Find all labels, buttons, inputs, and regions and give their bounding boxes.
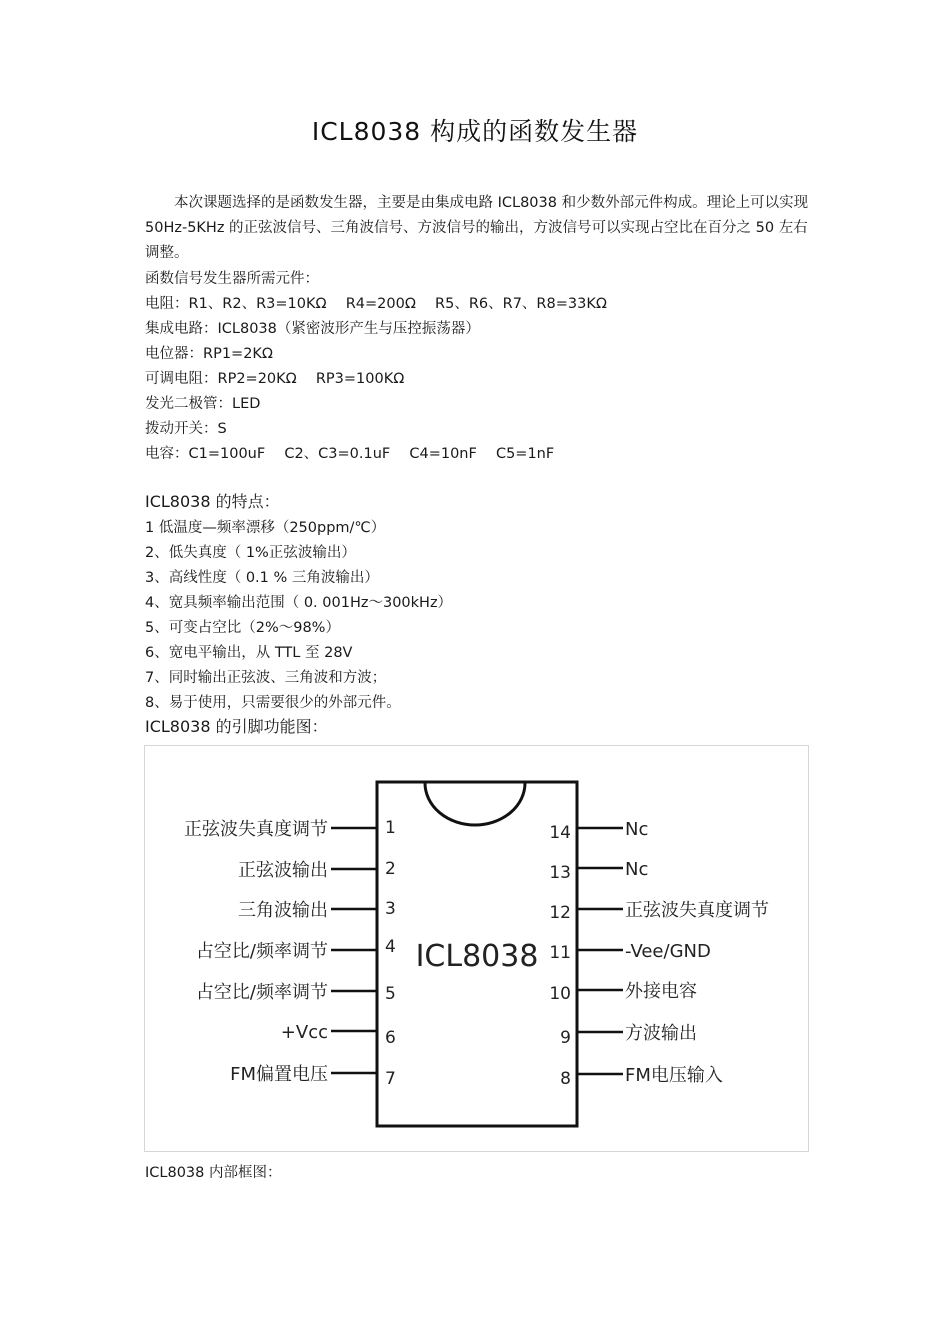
pin-label-right: Nc [625,819,649,840]
pin-number: 1 [385,818,396,838]
pin-label-right: FM电压输入 [625,1065,723,1086]
pin-label-left: 正弦波失真度调节 [184,819,328,840]
pin-label-left: 正弦波输出 [238,860,328,881]
pin-number: 4 [385,937,396,957]
pin-number: 14 [549,823,571,843]
pinout-diagram [144,745,809,1152]
feature-item: 3、高线性度（ 0.1 % 三角波输出） [145,570,379,586]
feature-item: 4、宽具频率输出范围（ 0. 001Hz～300kHz） [145,595,453,611]
pin-label-right: 方波输出 [625,1023,697,1044]
led-line: 发光二极管：LED [145,396,261,412]
pin-label-left: FM偏置电压 [230,1064,328,1085]
pin-number: 8 [560,1069,571,1089]
feature-item: 8、易于使用，只需要很少的外部元件。 [145,695,401,711]
pin-label-left: 三角波输出 [238,900,328,921]
ic-line: 集成电路：ICL8038（紧密波形产生与压控振荡器） [145,321,480,337]
pinout-svg [145,746,808,1151]
feature-item: 1 低温度—频率漂移（250ppm/℃） [145,520,386,536]
components-heading: 函数信号发生器所需元件： [145,271,319,287]
feature-item: 7、同时输出正弦波、三角波和方波； [145,670,387,686]
pin-number: 12 [549,903,571,923]
chip-notch [425,783,525,825]
features-heading: ICL8038 的特点： [145,492,280,511]
intro-paragraph: 本次课题选择的是函数发生器，主要是由集成电路 ICL8038 和少数外部元件构成。理论上可以实现 50Hz-5KHz 的正弦波信号、三角波信号、方波信号的输出，方波信号可以实现占空比在百分之 50 左右调整。 [145,195,809,261]
pin-number: 3 [385,899,396,919]
pin-number: 6 [385,1028,396,1048]
potentiometer-line: 电位器：RP1=2KΩ [145,346,274,362]
pin-label-right: -Vee/GND [625,941,711,962]
pin-label-left: +Vcc [280,1022,328,1043]
pin-label-right: Nc [625,859,649,880]
pin-label-right: 正弦波失真度调节 [625,900,769,921]
pin-number: 10 [549,984,571,1004]
resistors-line: 电阻：R1、R2、R3=10KΩ R4=200Ω R5、R6、R7、R8=33KΩ [145,296,607,312]
left-pins-group [184,818,396,1089]
capacitors-line: 电容：C1=100uF C2、C3=0.1uF C4=10nF C5=1nF [145,446,555,462]
pin-number: 7 [385,1069,396,1089]
feature-item: 5、可变占空比（2%～98%） [145,620,340,636]
pinout-heading: ICL8038 的引脚功能图： [145,717,328,736]
feature-item: 2、低失真度（ 1%正弦波输出） [145,545,356,561]
pin-number: 9 [560,1028,571,1048]
pin-label-left: 占空比/频率调节 [195,941,328,962]
pin-number: 13 [549,863,571,883]
chip-label: ICL8038 [415,939,539,974]
right-pins-group [549,819,769,1089]
switch-line: 拨动开关：S [145,421,227,437]
pin-number: 11 [549,943,571,963]
page-title: ICL8038 构成的函数发生器 [311,117,639,146]
pin-label-right: 外接电容 [625,981,697,1002]
feature-item: 6、宽电平输出，从 TTL 至 28V [145,645,353,661]
pin-number: 2 [385,859,396,879]
adjustable-resistor-line: 可调电阻：RP2=20KΩ RP3=100KΩ [145,371,405,387]
pin-number: 5 [385,984,396,1004]
pin-label-left: 占空比/频率调节 [195,982,328,1003]
block-diagram-heading: ICL8038 内部框图： [145,1165,282,1181]
